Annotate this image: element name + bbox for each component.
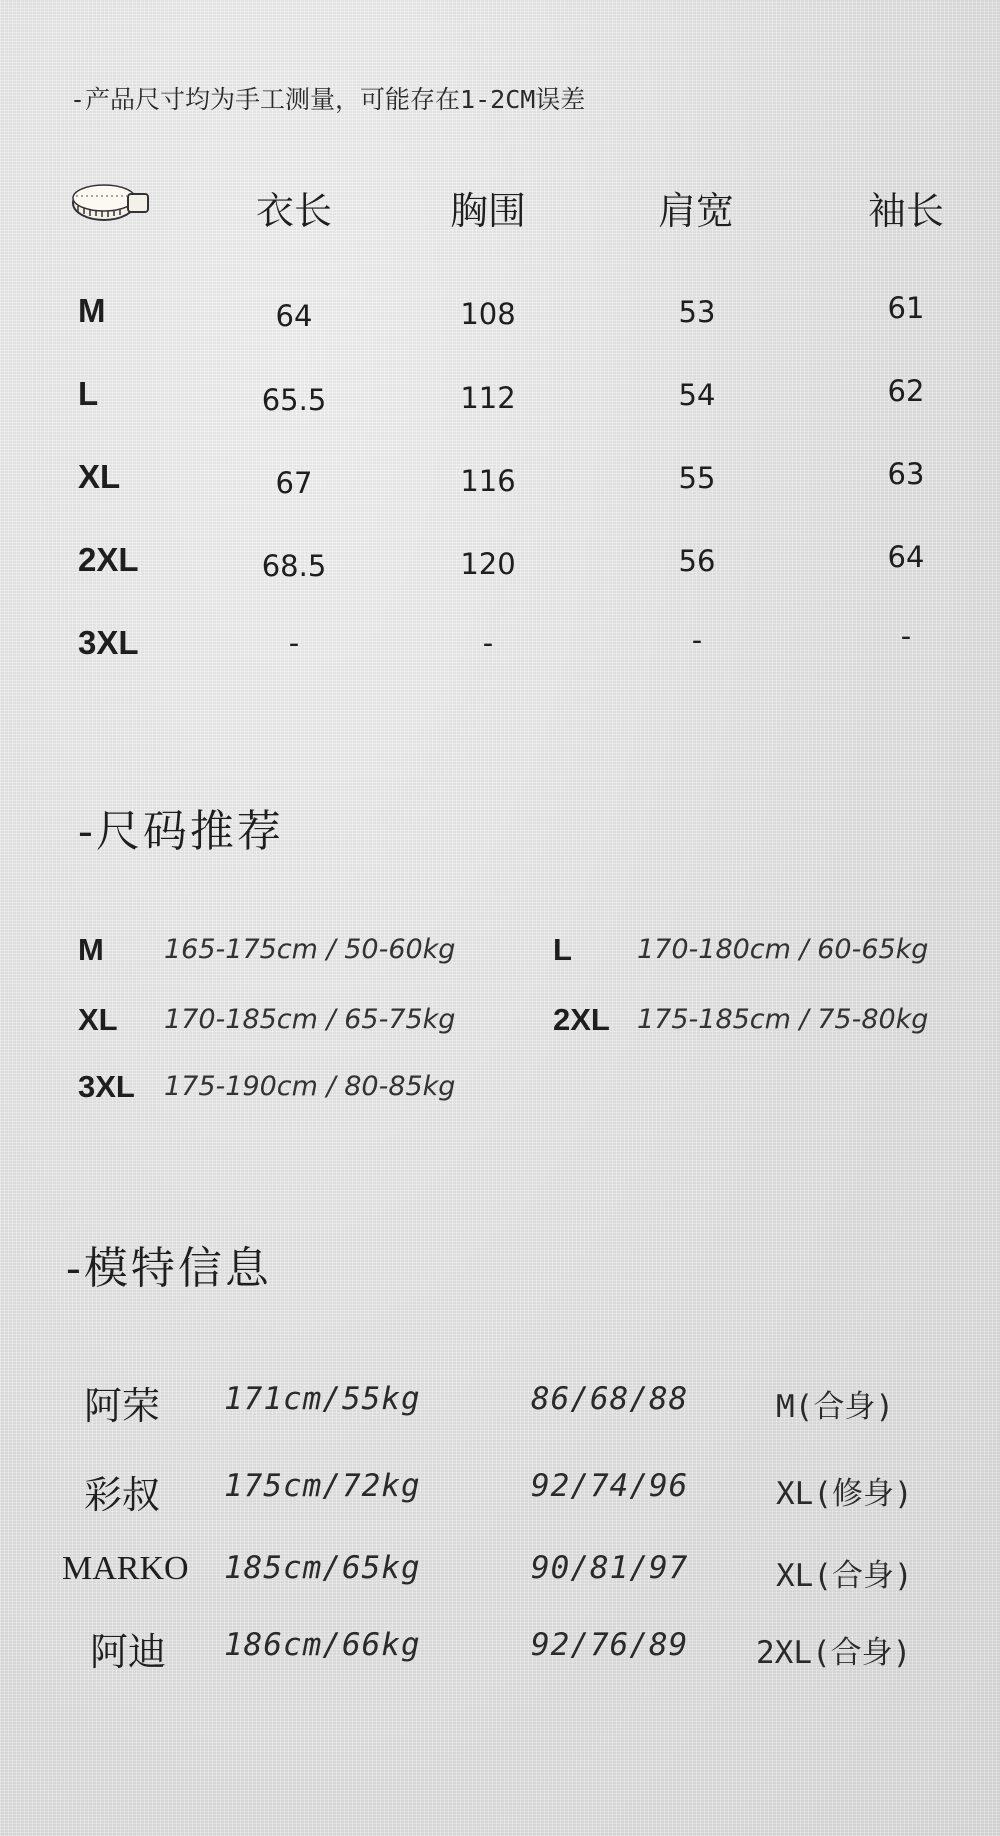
model-fit: 2XL(合身) xyxy=(756,1635,912,1671)
recommend-size: 2XL xyxy=(553,1002,610,1037)
model-height-weight: 185cm/65kg xyxy=(224,1550,421,1586)
table-cell: 67 xyxy=(275,466,313,500)
recommend-size: XL xyxy=(78,1002,118,1037)
recommend-range: 170-185cm / 65-75kg xyxy=(164,1004,456,1035)
measuring-tape-icon xyxy=(70,178,150,228)
table-cell: 120 xyxy=(460,547,516,581)
table-cell: - xyxy=(900,619,912,653)
model-measurements: 86/68/88 xyxy=(531,1381,689,1417)
size-label: L xyxy=(78,375,99,412)
header-sleeve: 袖长 xyxy=(867,189,945,233)
model-height-weight: 175cm/72kg xyxy=(224,1468,421,1504)
recommend-size: L xyxy=(553,932,572,967)
model-measurements: 92/74/96 xyxy=(531,1468,689,1504)
recommend-size: M xyxy=(78,932,104,967)
header-length: 衣长 xyxy=(255,189,333,233)
table-cell: - xyxy=(482,626,494,660)
header-chest: 胸围 xyxy=(449,189,527,233)
table-cell: 65.5 xyxy=(261,383,327,417)
table-cell: 61 xyxy=(887,291,925,325)
size-label: 3XL xyxy=(78,624,139,661)
table-cell: 62 xyxy=(887,374,925,408)
model-fit: M(合身) xyxy=(776,1389,894,1425)
recommend-range: 165-175cm / 50-60kg xyxy=(164,934,456,965)
table-cell: 108 xyxy=(460,297,516,331)
table-cell: - xyxy=(691,623,703,657)
size-label: 2XL xyxy=(78,541,139,578)
model-name: 彩叔 xyxy=(84,1473,161,1517)
model-measurements: 92/76/89 xyxy=(531,1627,689,1663)
table-cell: 56 xyxy=(678,544,716,578)
model-measurements: 90/81/97 xyxy=(531,1550,689,1586)
model-fit: XL(合身) xyxy=(776,1558,913,1594)
table-cell: - xyxy=(288,626,300,660)
recommend-title: -尺码推荐 xyxy=(78,806,284,857)
recommend-range: 175-185cm / 75-80kg xyxy=(637,1004,929,1035)
table-cell: 53 xyxy=(678,295,716,329)
table-cell: 64 xyxy=(887,540,925,574)
header-shoulder: 肩宽 xyxy=(657,189,735,233)
model-height-weight: 186cm/66kg xyxy=(224,1627,421,1663)
model-name: MARKO xyxy=(62,1550,189,1587)
recommend-range: 175-190cm / 80-85kg xyxy=(164,1071,456,1102)
models-title: -模特信息 xyxy=(66,1243,272,1294)
recommend-range: 170-180cm / 60-65kg xyxy=(637,934,929,965)
model-fit: XL(修身) xyxy=(776,1476,913,1512)
table-cell: 64 xyxy=(275,299,313,333)
model-name: 阿迪 xyxy=(90,1630,167,1674)
model-name: 阿荣 xyxy=(84,1384,161,1428)
model-height-weight: 171cm/55kg xyxy=(224,1381,421,1417)
measurement-note: -产品尺寸均为手工测量，可能存在1-2CM误差 xyxy=(70,85,586,114)
recommend-size: 3XL xyxy=(78,1069,135,1104)
size-label: XL xyxy=(78,458,121,495)
table-cell: 68.5 xyxy=(261,549,327,583)
table-cell: 116 xyxy=(460,464,516,498)
table-cell: 63 xyxy=(887,457,925,491)
table-cell: 112 xyxy=(460,381,516,415)
size-label: M xyxy=(78,292,106,329)
table-cell: 55 xyxy=(678,461,716,495)
table-cell: 54 xyxy=(678,378,716,412)
